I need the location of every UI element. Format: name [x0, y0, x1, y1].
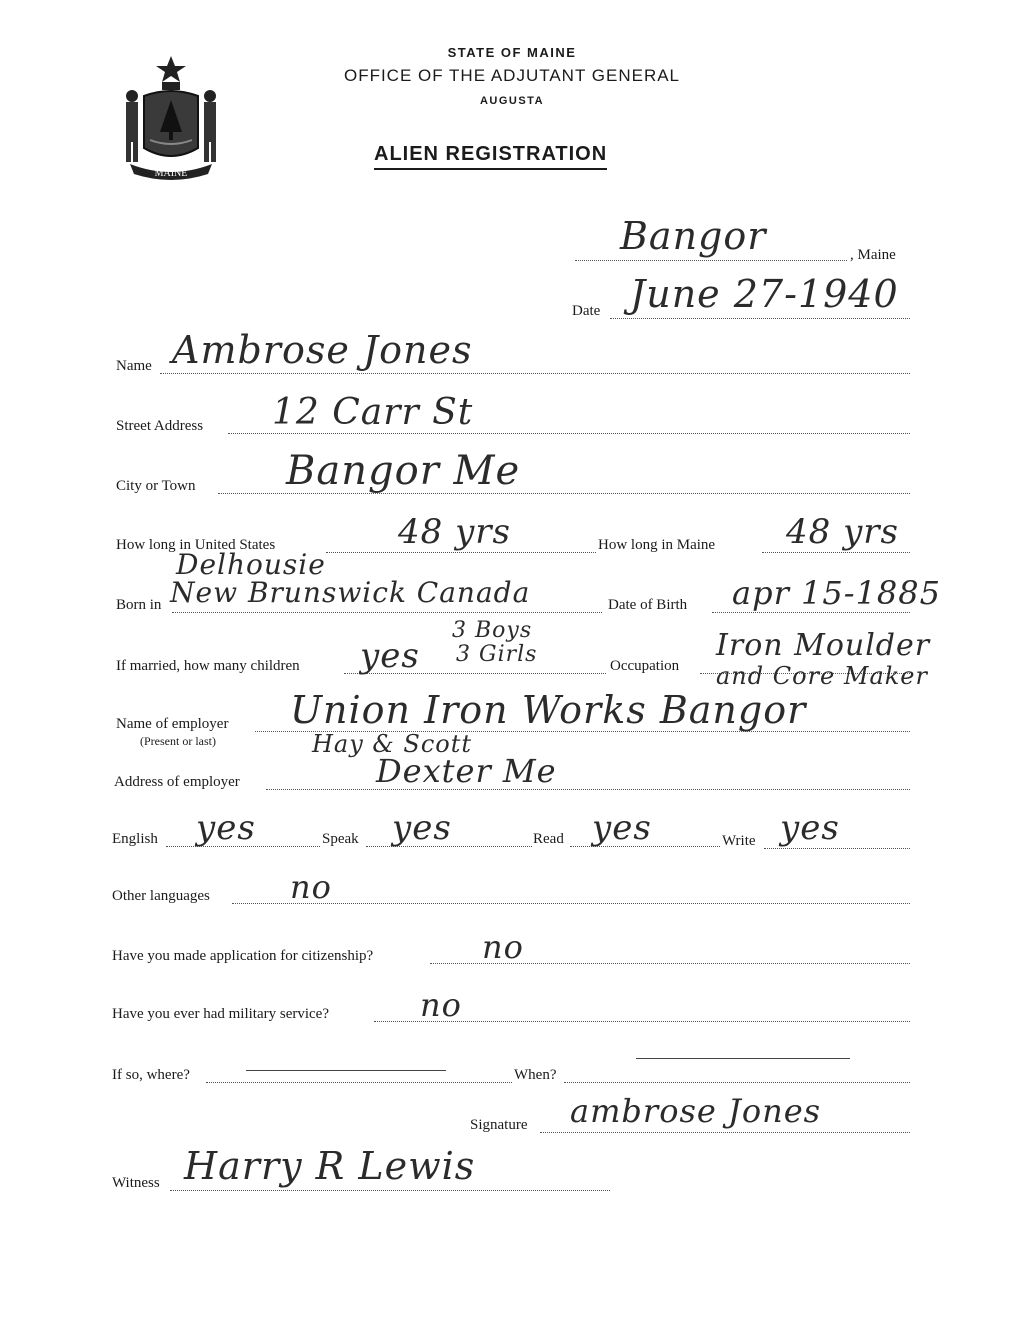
signature-label: Signature [470, 1117, 528, 1133]
citizenship-label: Have you made application for citizenship? [112, 948, 374, 964]
other-languages-label: Other languages [112, 888, 210, 904]
city-label: City or Town [116, 478, 196, 494]
maine-label: , Maine [850, 247, 896, 263]
state-heading: STATE OF MAINE [447, 45, 577, 60]
english-label: English [112, 831, 158, 847]
born-in-value-line2: New Brunswick Canada [170, 576, 531, 609]
employer-address-value-line1: Hay & Scott [312, 730, 473, 758]
witness-value: Harry R Lewis [184, 1144, 476, 1188]
city-heading: AUGUSTA [479, 95, 545, 107]
signature-value: ambrose Jones [570, 1092, 822, 1130]
how-long-maine-line [762, 552, 910, 553]
children-boys-value: 3 Boys [452, 618, 533, 643]
name-line [160, 373, 910, 374]
military-label: Have you ever had military service? [112, 1006, 329, 1022]
date-label: Date [572, 303, 601, 319]
other-languages-line [232, 903, 910, 904]
children-married-value: yes [360, 636, 420, 676]
how-long-maine-value: 48 yrs [786, 512, 899, 552]
how-long-us-line [326, 552, 596, 553]
svg-text:MAINE: MAINE [154, 168, 188, 179]
born-in-label: Born in [116, 597, 162, 613]
how-long-maine-label: How long in Maine [598, 537, 716, 553]
street-label: Street Address [116, 418, 204, 434]
date-of-birth-line [712, 612, 910, 613]
if-so-where-label: If so, where? [112, 1067, 190, 1083]
date-of-birth-label: Date of Birth [608, 597, 688, 613]
read-label: Read [533, 831, 564, 847]
citizenship-value: no [482, 928, 524, 966]
when-label: When? [514, 1067, 557, 1083]
occupation-value-line2: and Core Maker [716, 662, 928, 690]
born-in-value-line1: Delhousie [176, 548, 326, 581]
employer-label: Name of employer [116, 716, 229, 732]
speak-label: Speak [322, 831, 359, 847]
employer-note: (Present or last) [140, 734, 216, 748]
witness-line [170, 1190, 610, 1191]
street-line [228, 433, 910, 434]
date-value: June 27-1940 [630, 272, 899, 316]
how-long-us-value: 48 yrs [398, 512, 511, 552]
write-label: Write [722, 833, 756, 849]
occupation-value-line1: Iron Moulder [716, 628, 931, 663]
children-girls-value: 3 Girls [456, 642, 538, 667]
occupation-label: Occupation [610, 658, 680, 674]
read-value: yes [592, 808, 652, 848]
employer-value: Union Iron Works Bangor [290, 688, 807, 732]
write-line [764, 848, 910, 849]
when-dash [636, 1058, 850, 1059]
office-heading: OFFICE OF THE ADJUTANT GENERAL [343, 66, 681, 85]
military-value: no [420, 986, 462, 1024]
write-value: yes [780, 808, 840, 848]
employer-address-label: Address of employer [114, 774, 240, 790]
form-title: ALIEN REGISTRATION [374, 143, 607, 170]
date-line [610, 318, 910, 319]
city-value: Bangor Me [286, 448, 521, 494]
other-languages-value: no [290, 868, 332, 906]
when-line [564, 1082, 910, 1083]
employer-address-value-line2: Dexter Me [376, 752, 557, 790]
if-so-where-line [206, 1082, 512, 1083]
signature-line [540, 1132, 910, 1133]
if-so-where-dash [246, 1070, 446, 1071]
place-line [575, 260, 847, 261]
date-of-birth-value: apr 15-1885 [732, 574, 941, 612]
name-label: Name [116, 358, 152, 374]
how-long-us-label: How long in United States [116, 537, 276, 553]
english-value: yes [196, 808, 256, 848]
employer-address-line [266, 789, 910, 790]
name-value: Ambrose Jones [172, 328, 473, 372]
born-in-line [172, 612, 602, 613]
married-children-label: If married, how many children [116, 658, 300, 674]
witness-label: Witness [112, 1175, 160, 1191]
place-value: Bangor [620, 214, 767, 258]
speak-value: yes [392, 808, 452, 848]
street-value: 12 Carr St [272, 392, 474, 433]
